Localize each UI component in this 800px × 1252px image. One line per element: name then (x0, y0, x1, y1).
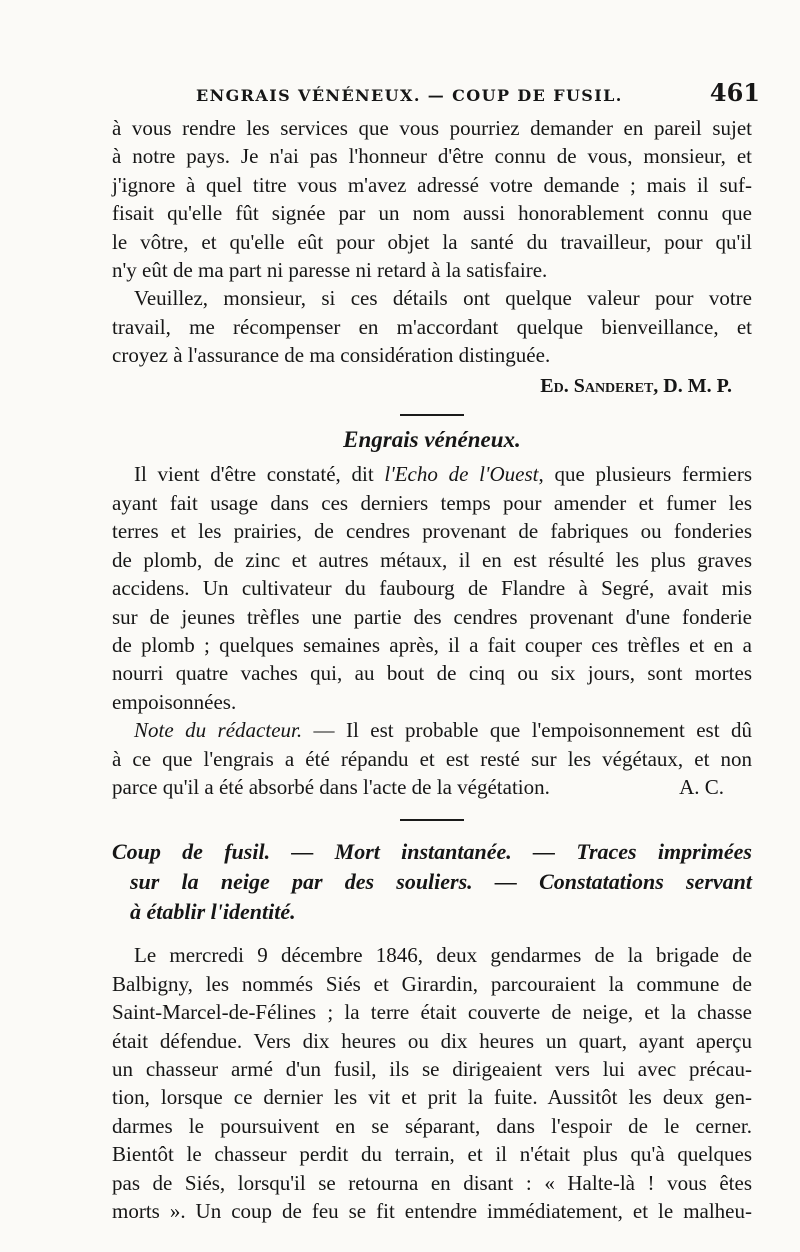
text-line (112, 773, 752, 801)
text-span: parce qu'il a été absorbé dans l'acte de la végétation. (112, 774, 550, 799)
text-line: darmes le poursuivent en se séparant, dans l'espoir de le cerner. (112, 1113, 752, 1138)
text-line: Saint-Marcel-de-Félines ; la terre était couverte de neige, et la chasse (112, 1000, 752, 1025)
text-line (112, 716, 752, 744)
text-line: travail, me récompenser en m'accordant quelque bienveillance, et (112, 314, 752, 339)
text-line: Bientôt le chasseur perdit du terrain, et il n'était plus qu'à quelques (112, 1142, 752, 1167)
letter-signature: Ed. Sanderet, D. M. P. (540, 374, 732, 397)
text-line: accidens. Un cultivateur du faubourg de Flandre à Segré, avait mis (112, 576, 752, 601)
text-line: ayant fait usage dans ces derniers temps pour amender et fumer les (112, 490, 752, 515)
page-number: 461 (709, 78, 760, 107)
text-line: de plomb, de zinc et autres métaux, il en est résulté les plus graves (112, 547, 752, 572)
text-line: croyez à l'assurance de ma considération distinguée. (112, 343, 551, 368)
text-line: était défendue. Vers dix heures ou dix heures un quart, ayant aperçu (112, 1028, 752, 1053)
text-line (112, 460, 752, 488)
title-line: sur la neige par des souliers. — Constatations servant (130, 869, 752, 895)
text-line: fisait qu'elle fût signée par un nom aussi honorablement connu que (112, 201, 752, 226)
note-initials: A. C. (679, 774, 724, 799)
text-line: empoisonnées. (112, 689, 237, 714)
text-line: j'ignore à quel titre vous m'avez adressé votre demande ; mais il suf- (112, 172, 752, 197)
text-line: Veuillez, monsieur, si ces détails ont quelque valeur pour votre (134, 286, 752, 311)
letter-closing (112, 284, 752, 369)
coup-de-fusil-paragraph (112, 941, 752, 1225)
text-line: morts ». Un coup de feu se fit entendre immédiatement, et le malheu- (112, 1199, 752, 1223)
text-line: à notre pays. Je n'ai pas l'honneur d'être connu de vous, monsieur, et (112, 144, 752, 169)
section-title-coup-de-fusil (112, 837, 752, 927)
text-line: n'y eût de ma part ni paresse ni retard à la satisfaire. (112, 258, 548, 283)
text-line: Balbigny, les nommés Siés et Girardin, parcouraient la commune de (112, 971, 752, 996)
text-line: un chasseur armé d'un fusil, ils se dirigeaient vers lui avec précau- (112, 1056, 752, 1081)
text-line: à vous rendre les services que vous pourriez demander en pareil sujet (112, 116, 752, 140)
text-line: de plomb ; quelques semaines après, il a fait couper ces trèfles et en a (112, 632, 752, 657)
text-span: , que plusieurs fermiers (538, 462, 752, 487)
running-title: ENGRAIS VÉNÉNEUX. — COUP DE FUSIL. (196, 86, 623, 105)
page-header (112, 78, 760, 108)
text-line: à ce que l'engrais a été répandu et est resté sur les végétaux, et non (112, 746, 752, 771)
editor-note (112, 716, 752, 801)
text-line: nourri quatre vaches qui, au bout de cinq ou six jours, sont mortes (112, 661, 752, 686)
journal-title: l'Echo de l'Ouest (384, 462, 539, 487)
section-divider (400, 819, 464, 821)
letter-paragraph (112, 114, 752, 284)
text-line: sur de jeunes trèfles une partie des cendres provenant d'une fonderie (112, 604, 752, 629)
text-span: Il vient d'être constaté, dit (134, 462, 385, 487)
text-line: terres et les prairies, de cendres provenant de fabriques ou fonderies (112, 519, 752, 544)
note-label: Note du rédacteur. (134, 718, 303, 743)
engrais-paragraph (112, 460, 752, 716)
text-line: tion, lorsque ce dernier les vit et prit la fuite. Aussitôt les deux gen- (112, 1085, 752, 1110)
text-line: Le mercredi 9 décembre 1846, deux gendarmes de la brigade de (134, 943, 752, 968)
section-title-engrais: Engrais vénéneux. (343, 427, 521, 453)
section-divider (400, 414, 464, 416)
text-span: — Il est probable que l'empoisonnement est dû (302, 718, 752, 743)
title-line: à établir l'identité. (130, 899, 296, 925)
text-line: pas de Siés, lorsqu'il se retourna en disant : « Halte-là ! vous êtes (112, 1170, 752, 1195)
title-line: Coup de fusil. — Mort instantanée. — Traces imprimées (112, 839, 752, 865)
page-body (112, 114, 752, 1225)
text-line: le vôtre, et qu'elle eût pour objet la santé du travailleur, pour qu'il (112, 229, 752, 254)
